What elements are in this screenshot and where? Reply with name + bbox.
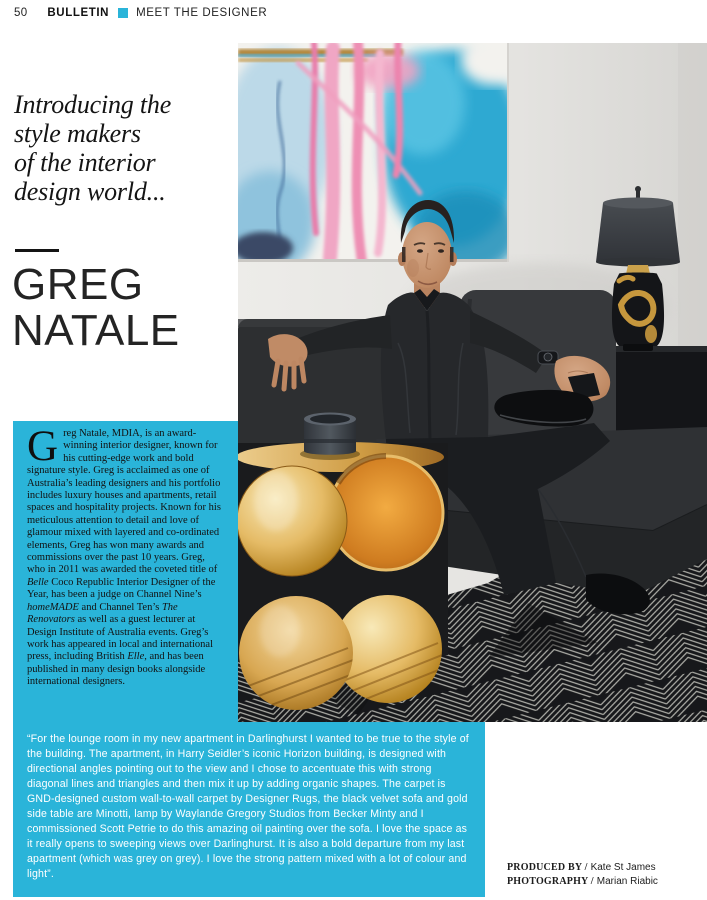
name-dash bbox=[15, 249, 59, 252]
designer-name bbox=[12, 262, 180, 354]
bio-drop-cap: G bbox=[27, 423, 59, 470]
bio-paragraph: reg Natale, MDIA, is an award-winning interior designer, known for his cutting-edge work and bold signature style. Greg is acclaimed as one of Australia’s leading designers and his portfolio includes luxury houses and apartments, retail spaces and hospitality projects. Known for his meticulous attention to detail and love of glamour mixed with layered and co-ordinated elements, Greg has won many awards and commissions over the past 10 years. Greg, who in 2011 was awarded the coveted title of Belle Coco Republic Interior Designer of the Year, has been a judge on Channel Nine’s homeMADE and Channel Ten’s The Renovators as well as a guest lecturer at Design Institute of Australia events. Greg’s work has appeared in local and international press, including British Elle, and has been published in many design books alongside international designers. bbox=[27, 428, 221, 688]
photography-credit bbox=[507, 875, 658, 889]
section-title: BULLETIN bbox=[47, 7, 110, 19]
photography-name: Marian Riabic bbox=[596, 875, 658, 887]
abstract-painting bbox=[238, 43, 525, 275]
produced-by-name: Kate St James bbox=[590, 862, 656, 873]
quote-text: “For the lounge room in my new apartment in Darlinghurst I wanted to be true to the style of the building. The apartment, in Harry Seidler’s iconic Horizon building, is designed with directional angles pointing out to the view and I chose to accentuate this with strong diagonal lines and triangles and then mix it up by adding organic shapes. The carpet is GND-designed custom wall-to-wall carpet by Designer Rugs, the black velvet sofa and gold side table are Minotti, lamp by Waylande Gregory Studios from Becker Minty and I commissioned Scott Petrie to do this amazing oil painting over the sofa. I love the space as it really opens to sweeping views over Darlinghurst. It is also a bold departure from my last apartment (which was grey on grey). I love the strong pattern mixed with a lot of colour and light”. bbox=[27, 733, 469, 880]
decorative-cup bbox=[300, 413, 360, 461]
article-title: MEET THE DESIGNER bbox=[136, 7, 268, 19]
photo-illustration bbox=[238, 43, 707, 722]
produced-by-label: PRODUCED BY / bbox=[507, 862, 588, 873]
section-marker-square bbox=[118, 8, 128, 18]
photography-label: PHOTOGRAPHY / bbox=[507, 875, 594, 887]
quote-box bbox=[13, 722, 485, 897]
credits bbox=[507, 861, 658, 888]
intro-headline bbox=[14, 90, 171, 206]
intro-line: of the interior bbox=[14, 148, 156, 177]
bio-text bbox=[13, 421, 238, 689]
bio-panel bbox=[13, 421, 238, 722]
intro-line: Introducing the bbox=[14, 90, 172, 119]
designer-name-line-2: NATALE bbox=[12, 306, 180, 355]
designer-name-line-1: GREG bbox=[12, 260, 144, 309]
designer-photo bbox=[238, 43, 707, 722]
intro-line: design world... bbox=[14, 177, 166, 206]
page-number: 50 bbox=[14, 7, 28, 19]
intro-line: style makers bbox=[14, 119, 141, 148]
masthead bbox=[14, 6, 267, 20]
produced-by-credit bbox=[507, 861, 658, 875]
